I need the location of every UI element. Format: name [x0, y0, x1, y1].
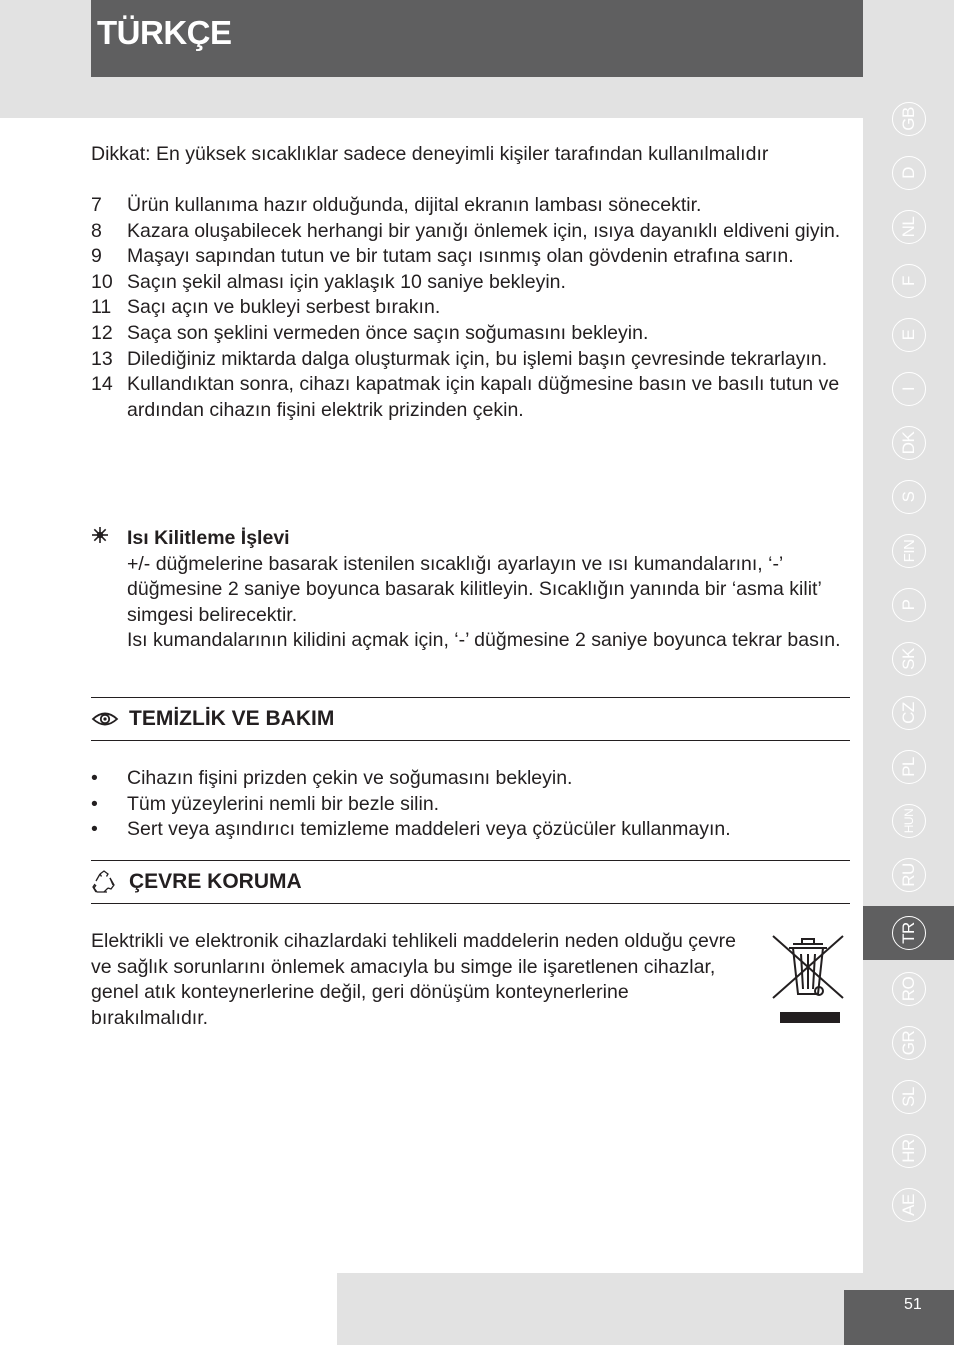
step-number: 12	[91, 321, 113, 344]
step-number: 9	[91, 245, 102, 268]
step-item	[91, 244, 851, 270]
step-text: Saçı açın ve bukleyi serbest bırakın.	[127, 296, 441, 319]
tab-label: TR	[898, 922, 918, 944]
step-text: Dilediğiniz miktarda dalga oluşturmak için, bu işlemi başın çevresinde tekrarlayın.	[127, 347, 828, 370]
tab-hun[interactable]	[863, 794, 954, 848]
step-item	[91, 321, 851, 347]
tab-tr[interactable]	[863, 906, 954, 960]
tab-label: D	[898, 167, 918, 179]
tab-label: SL	[898, 1087, 918, 1107]
step-item	[91, 270, 851, 296]
tab-circle	[892, 1026, 926, 1060]
environment-section-header	[91, 860, 850, 904]
step-item	[91, 193, 851, 219]
list-item	[91, 817, 851, 843]
tab-circle	[892, 102, 926, 136]
step-item	[91, 219, 851, 245]
tab-circle	[892, 1188, 926, 1222]
tab-circle	[892, 1080, 926, 1114]
bullet-icon: •	[91, 767, 98, 789]
heat-lock-paragraph: +/- düğmelerine basarak istenilen sıcaklığı ayarlayın ve ısı kumandalarını, ‘-’ düğmesine 2 saniye boyunca basarak kilitleyin. Sıcaklığın yanında bir ‘asma kilit’ simgesi belirecektir.	[127, 552, 822, 626]
tab-ae[interactable]	[863, 1178, 954, 1232]
list-item	[91, 792, 851, 818]
tab-circle	[892, 480, 926, 514]
sparkle-icon	[91, 526, 127, 654]
step-number: 8	[91, 219, 102, 242]
tab-gb[interactable]	[863, 92, 954, 146]
environment-text: Elektrikli ve elektronik cihazlardaki tehlikeli maddelerin neden olduğu çevre ve sağlık sorunlarını önlemek amacıyla bu simge ile işaretlenen cihazlar, genel atık konteynerlerine değil, geri dönüşüm konteynerlerine bırakılmalıdır.	[91, 930, 736, 1029]
tab-hr[interactable]	[863, 1124, 954, 1178]
tab-label: GR	[898, 1030, 918, 1056]
tab-sl[interactable]	[863, 1070, 954, 1124]
list-item-text: Tüm yüzeylerini nemli bir bezle silin.	[127, 792, 440, 815]
tab-label: DK	[898, 431, 918, 455]
steps-list	[91, 193, 851, 423]
tab-label: CZ	[898, 702, 918, 724]
heat-lock-heading: Isı Kilitleme İşlevi	[127, 527, 290, 549]
tab-nl[interactable]	[863, 200, 954, 254]
tab-circle	[892, 210, 926, 244]
recycle-icon	[91, 870, 129, 894]
step-item	[91, 372, 851, 423]
list-item	[91, 766, 851, 792]
warning-text: Dikkat: En yüksek sıcaklıklar sadece deneyimli kişiler tarafından kullanılmalıdır	[91, 143, 769, 165]
tab-e[interactable]	[863, 308, 954, 362]
page-number: 51	[904, 1296, 922, 1313]
tab-label: F	[898, 276, 918, 286]
tab-label: I	[898, 386, 918, 392]
tab-circle	[892, 1134, 926, 1168]
heat-lock-block	[91, 526, 851, 654]
step-text: Saçın şekil alması için yaklaşık 10 saniye bekleyin.	[127, 270, 566, 293]
tab-label: PL	[898, 757, 918, 777]
tab-label: S	[898, 491, 918, 503]
step-text: Maşayı sapından tutun ve bir tutam saçı ısınmış olan gövdenin etrafına sarın.	[127, 245, 794, 268]
tab-circle	[892, 372, 926, 406]
tab-label: AE	[898, 1194, 918, 1216]
tab-circle	[892, 156, 926, 190]
step-number: 11	[91, 296, 112, 319]
page-number-box	[844, 1290, 954, 1345]
tab-ro[interactable]	[863, 962, 954, 1016]
eye-icon	[91, 710, 129, 728]
tab-label: HR	[898, 1139, 918, 1163]
bullet-icon: •	[91, 792, 98, 815]
step-number: 13	[91, 347, 113, 370]
tab-circle	[892, 804, 926, 838]
tab-fin[interactable]	[863, 524, 954, 578]
tab-circle	[892, 750, 926, 784]
tab-label: SK	[898, 648, 918, 670]
tab-label: RU	[898, 863, 918, 887]
tab-circle	[892, 588, 926, 622]
list-item-text: Sert veya aşındırıcı temizleme maddeleri veya çözücüler kullanmayın.	[127, 818, 731, 841]
step-number: 14	[91, 373, 113, 396]
environment-heading: ÇEVRE KORUMA	[129, 870, 302, 894]
tab-d[interactable]	[863, 146, 954, 200]
tab-circle	[892, 972, 926, 1006]
tab-circle	[892, 264, 926, 298]
tab-label: E	[898, 329, 918, 341]
tab-circle	[892, 534, 926, 568]
page-title: TÜRKÇE	[97, 14, 232, 51]
tab-circle	[892, 318, 926, 352]
cleaning-heading: TEMİZLİK VE BAKIM	[129, 707, 335, 731]
tab-circle	[892, 426, 926, 460]
step-text: Saça son şeklini vermeden önce saçın soğumasını bekleyin.	[127, 321, 649, 344]
tab-f[interactable]	[863, 254, 954, 308]
bullet-icon: •	[91, 818, 98, 841]
step-text: Kazara oluşabilecek herhangi bir yanığı önlemek için, ısıya dayanıklı eldiveni giyin.	[127, 219, 841, 242]
tab-s[interactable]	[863, 470, 954, 524]
tab-dk[interactable]	[863, 416, 954, 470]
step-text: Kullandıktan sonra, cihazı kapatmak için kapalı düğmesine basın ve basılı tutun ve ardından cihazın fişini elektrik prizinden çekin.	[127, 373, 840, 421]
step-item	[91, 347, 851, 373]
cleaning-list	[91, 766, 851, 843]
heat-lock-paragraph: Isı kumandalarının kilidini açmak için, ‘-’ düğmesine 2 saniye boyunca tekrar basın.	[127, 629, 841, 652]
tab-label: P	[898, 599, 918, 611]
tab-pl[interactable]	[863, 740, 954, 794]
tab-p[interactable]	[863, 578, 954, 632]
title-bar	[91, 0, 863, 77]
tab-label: NL	[898, 216, 918, 238]
list-item-text: Cihazın fişini prizden çekin ve soğumasını bekleyin.	[127, 767, 573, 789]
step-number: 10	[91, 270, 113, 293]
tab-label: RO	[898, 976, 918, 1002]
tab-gr[interactable]	[863, 1016, 954, 1070]
tab-i[interactable]	[863, 362, 954, 416]
tab-circle	[892, 916, 926, 950]
step-number: 7	[91, 194, 102, 216]
tab-circle	[892, 696, 926, 730]
tab-label: GB	[898, 107, 918, 131]
crossed-bin-icon	[771, 934, 845, 1026]
tab-ru[interactable]	[863, 848, 954, 902]
cleaning-section-header	[91, 697, 850, 741]
tab-label: FIN	[900, 539, 917, 563]
step-item	[91, 295, 851, 321]
step-text: Ürün kullanıma hazır olduğunda, dijital ekranın lambası sönecektir.	[127, 194, 702, 216]
tab-circle	[892, 642, 926, 676]
tab-sk[interactable]	[863, 632, 954, 686]
tab-circle	[892, 858, 926, 892]
tab-label: HUN	[901, 808, 916, 834]
tab-cz[interactable]	[863, 686, 954, 740]
